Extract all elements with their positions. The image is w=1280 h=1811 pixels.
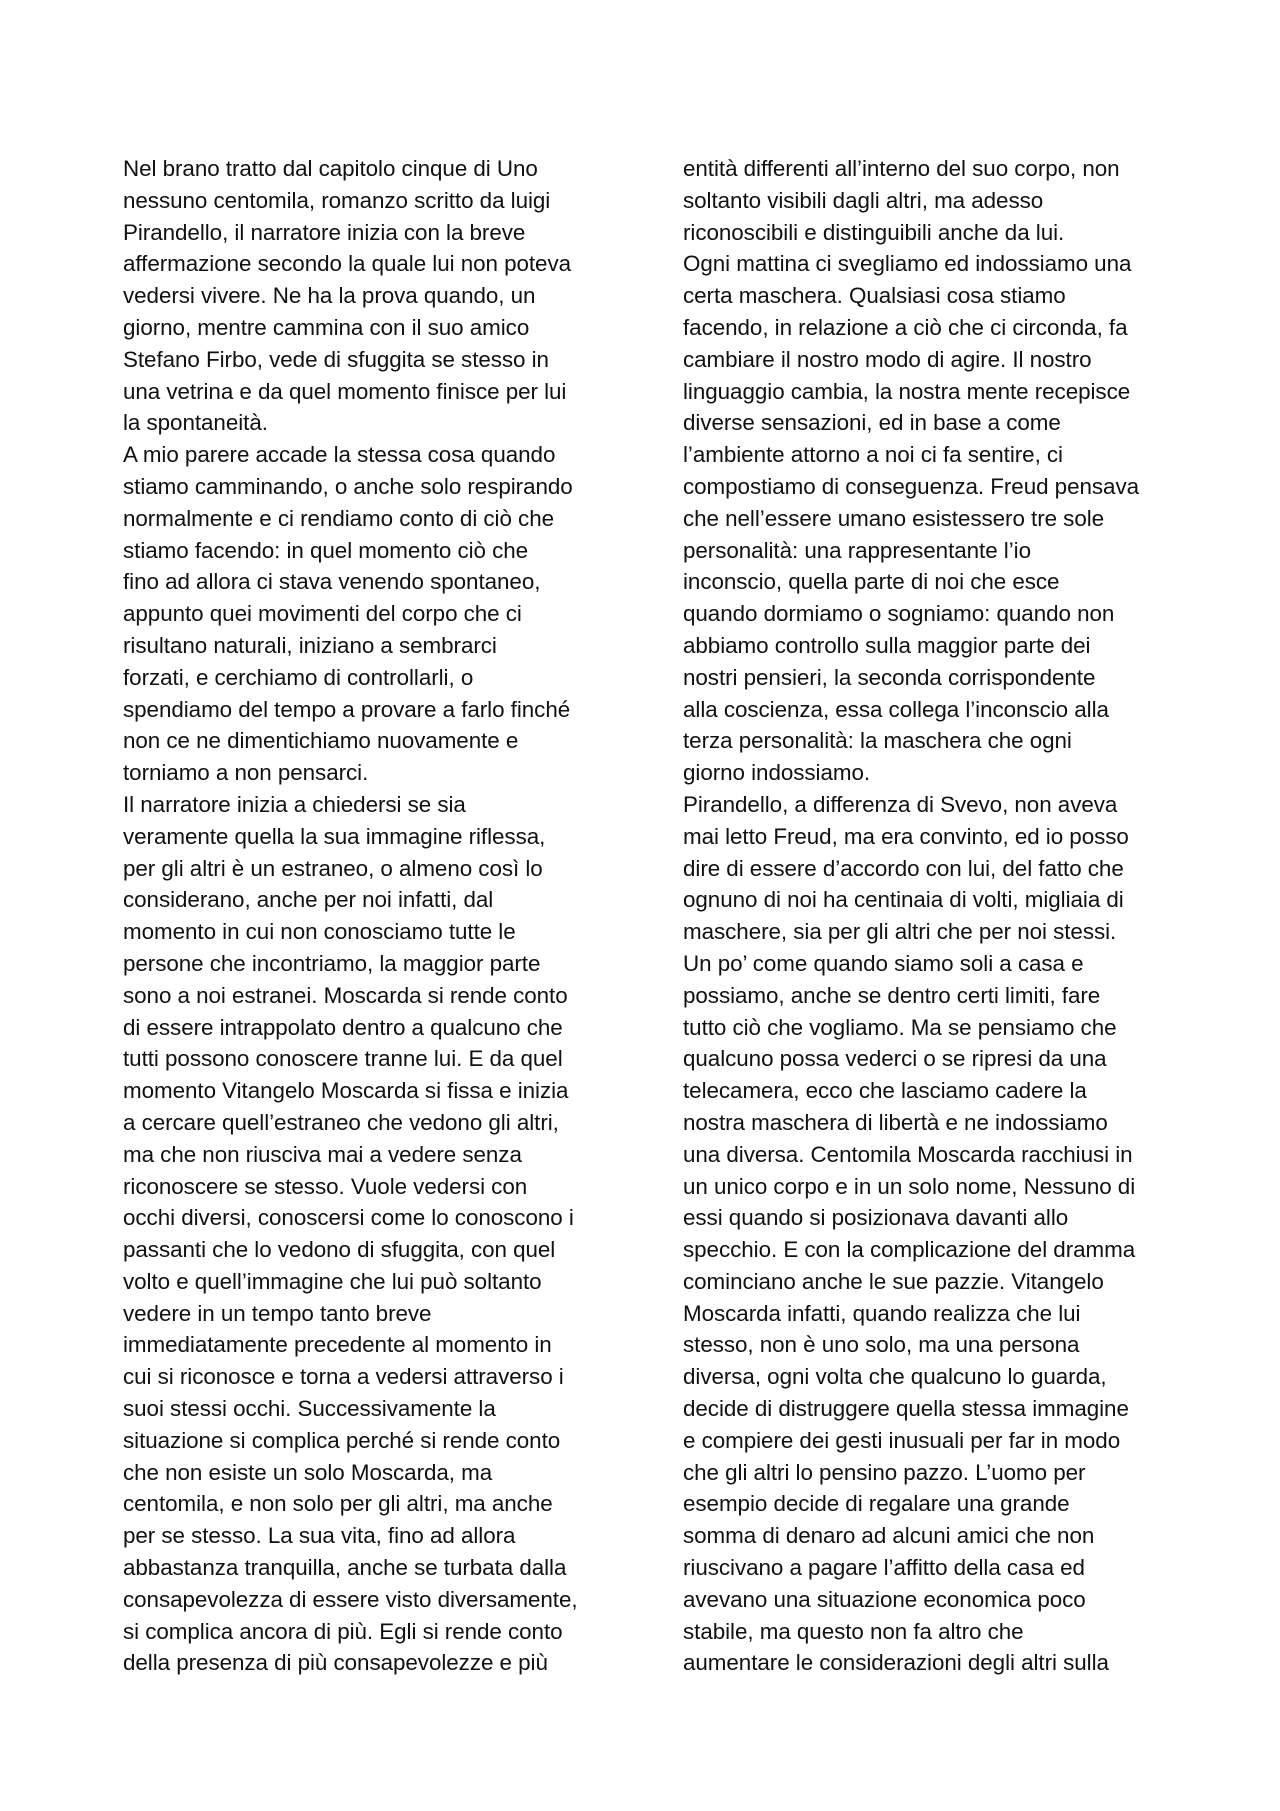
text-line: riconoscere se stesso. Vuole vedersi con (123, 1173, 528, 1199)
text-line: spendiamo del tempo a provare a farlo finché (123, 696, 571, 722)
text-line: cambiare il nostro modo di agire. Il nostro (683, 346, 1092, 372)
text-line: nessuno centomila, romanzo scritto da luigi (123, 187, 551, 213)
text-line: per gli altri è un estraneo, o almeno così lo (123, 855, 543, 881)
text-line: situazione si complica perché si rende conto (123, 1427, 561, 1453)
text-line: veramente quella la sua immagine riflessa, (123, 823, 546, 849)
text-line: torniamo a non pensarci. (123, 760, 369, 786)
text-line: della presenza di più consapevolezze e più (123, 1650, 548, 1676)
text-line: esempio decide di regalare una grande (683, 1491, 1070, 1517)
text-line: diverse sensazioni, ed in base a come (683, 410, 1061, 436)
text-line: momento Vitangelo Moscarda si fissa e inizia (123, 1078, 569, 1104)
text-line: considerano, anche per noi infatti, dal (123, 887, 494, 913)
text-line: alla coscienza, essa collega l’inconscio alla (683, 696, 1109, 722)
text-line: riuscivano a pagare l’affitto della casa ed (683, 1555, 1085, 1581)
text-line: stiamo facendo: in quel momento ciò che (123, 537, 529, 563)
text-line: l’ambiente attorno a noi ci fa sentire, ci (683, 442, 1063, 468)
text-line: qualcuno possa vederci o se ripresi da una (683, 1046, 1107, 1072)
text-line: per se stesso. La sua vita, fino ad allora (123, 1523, 516, 1549)
text-line: non ce ne dimentichiamo nuovamente e (123, 728, 519, 754)
text-line: stiamo camminando, o anche solo respirando (123, 473, 573, 499)
text-line: stesso, non è uno solo, ma una persona (683, 1332, 1080, 1358)
text-line: tutto ciò che vogliamo. Ma se pensiamo che (683, 1014, 1117, 1040)
text-line: giorno, mentre cammina con il suo amico (123, 314, 530, 340)
text-line: un unico corpo e in un solo nome, Nessuno di (683, 1173, 1136, 1199)
text-line: giorno indossiamo. (683, 760, 871, 786)
text-line: di essere intrappolato dentro a qualcuno che (123, 1014, 563, 1040)
text-line: occhi diversi, conoscersi come lo conoscono i (123, 1205, 574, 1231)
text-line: momento in cui non conosciamo tutte le (123, 919, 516, 945)
text-line: telecamera, ecco che lasciamo cadere la (683, 1078, 1087, 1104)
text-line: risultano naturali, iniziano a sembrarci (123, 632, 497, 658)
text-line: decide di distruggere quella stessa immagine (683, 1396, 1129, 1422)
text-line: certa maschera. Qualsiasi cosa stiamo (683, 283, 1066, 309)
text-line: quando dormiamo o sogniamo: quando non (683, 601, 1115, 627)
text-line: suoi stessi occhi. Successivamente la (123, 1396, 496, 1422)
text-line: aumentare le considerazioni degli altri sulla (683, 1650, 1109, 1676)
text-column-left (123, 153, 613, 1679)
text-line: soltanto visibili dagli altri, ma adesso (683, 187, 1044, 213)
text-line: affermazione secondo la quale lui non poteva (123, 251, 572, 277)
text-line: diversa, ogni volta che qualcuno lo guarda, (683, 1364, 1107, 1390)
text-line: appunto quei movimenti del corpo che ci (123, 601, 522, 627)
text-line: tutti possono conoscere tranne lui. E da quel (123, 1046, 563, 1072)
text-line: vedersi vivere. Ne ha la prova quando, un (123, 283, 536, 309)
text-line: mai letto Freud, ma era convinto, ed io posso (683, 823, 1129, 849)
text-line: vedere in un tempo tanto breve (123, 1300, 432, 1326)
text-line: abbastanza tranquilla, anche se turbata dalla (123, 1555, 567, 1581)
text-column-right (683, 153, 1188, 1679)
text-line: che non esiste un solo Moscarda, ma (123, 1459, 493, 1485)
text-line: inconscio, quella parte di noi che esce (683, 569, 1060, 595)
text-line: Il narratore inizia a chiedersi se sia (123, 791, 466, 817)
text-line: nostra maschera di libertà e ne indossiamo (683, 1109, 1108, 1135)
text-line: Un po’ come quando siamo soli a casa e (683, 950, 1084, 976)
text-line: compostiamo di conseguenza. Freud pensava (683, 473, 1139, 499)
text-line: ognuno di noi ha centinaia di volti, migliaia di (683, 887, 1124, 913)
text-line: linguaggio cambia, la nostra mente recepisce (683, 378, 1131, 404)
text-line: somma di denaro ad alcuni amici che non (683, 1523, 1095, 1549)
text-line: che nell’essere umano esistessero tre sole (683, 505, 1105, 531)
text-line: la spontaneità. (123, 410, 268, 436)
text-line: volto e quell’immagine che lui può soltanto (123, 1268, 542, 1294)
text-line: cominciano anche le sue pazzie. Vitangelo (683, 1268, 1104, 1294)
text-line: facendo, in relazione a ciò che ci circonda, fa (683, 314, 1128, 340)
text-line: dire di essere d’accordo con lui, del fatto che (683, 855, 1124, 881)
text-line: stabile, ma questo non fa altro che (683, 1618, 1024, 1644)
text-line: maschere, sia per gli altri che per noi stessi. (683, 919, 1117, 945)
text-line: persone che incontriamo, la maggior parte (123, 950, 541, 976)
text-line: nostri pensieri, la seconda corrispondente (683, 664, 1096, 690)
text-line: Nel brano tratto dal capitolo cinque di Uno (123, 156, 538, 181)
text-line: possiamo, anche se dentro certi limiti, fare (683, 982, 1101, 1008)
text-line: Ogni mattina ci svegliamo ed indossiamo una (683, 251, 1132, 277)
text-line: che gli altri lo pensino pazzo. L’uomo per (683, 1459, 1086, 1485)
text-line: forzati, e cerchiamo di controllarli, o (123, 664, 474, 690)
text-line: consapevolezza di essere visto diversamente, (123, 1586, 578, 1612)
text-line: avevano una situazione economica poco (683, 1586, 1086, 1612)
text-line: Pirandello, a differenza di Svevo, non aveva (683, 791, 1118, 817)
text-line: personalità: una rappresentante l’io (683, 537, 1031, 563)
text-line: immediatamente precedente al momento in (123, 1332, 552, 1358)
text-line: normalmente e ci rendiamo conto di ciò che (123, 505, 555, 531)
text-line: una diversa. Centomila Moscarda racchiusi in (683, 1141, 1133, 1167)
text-line: entità differenti all’interno del suo corpo, non (683, 156, 1120, 181)
text-line: Stefano Firbo, vede di sfuggita se stesso in (123, 346, 549, 372)
text-line: Pirandello, il narratore inizia con la breve (123, 219, 526, 245)
text-line: riconoscibili e distinguibili anche da lui. (683, 219, 1065, 245)
text-line: sono a noi estranei. Moscarda si rende conto (123, 982, 568, 1008)
text-line: abbiamo controllo sulla maggior parte dei (683, 632, 1091, 658)
text-line: specchio. E con la complicazione del dramma (683, 1237, 1136, 1263)
text-line: centomila, e non solo per gli altri, ma anche (123, 1491, 553, 1517)
text-line: e compiere dei gesti inusuali per far in modo (683, 1427, 1121, 1453)
text-line: terza personalità: la maschera che ogni (683, 728, 1072, 754)
text-line: Moscarda infatti, quando realizza che lui (683, 1300, 1081, 1326)
text-line: una vetrina e da quel momento finisce per lui (123, 378, 567, 404)
text-line: ma che non riusciva mai a vedere senza (123, 1141, 522, 1167)
text-line: si complica ancora di più. Egli si rende conto (123, 1618, 563, 1644)
text-line: cui si riconosce e torna a vedersi attraverso i (123, 1364, 564, 1390)
text-line: A mio parere accade la stessa cosa quando (123, 442, 556, 468)
text-line: essi quando si posizionava davanti allo (683, 1205, 1069, 1231)
text-line: fino ad allora ci stava venendo spontaneo, (123, 569, 541, 595)
text-line: passanti che lo vedono di sfuggita, con quel (123, 1237, 556, 1263)
text-line: a cercare quell’estraneo che vedono gli altri, (123, 1109, 559, 1135)
